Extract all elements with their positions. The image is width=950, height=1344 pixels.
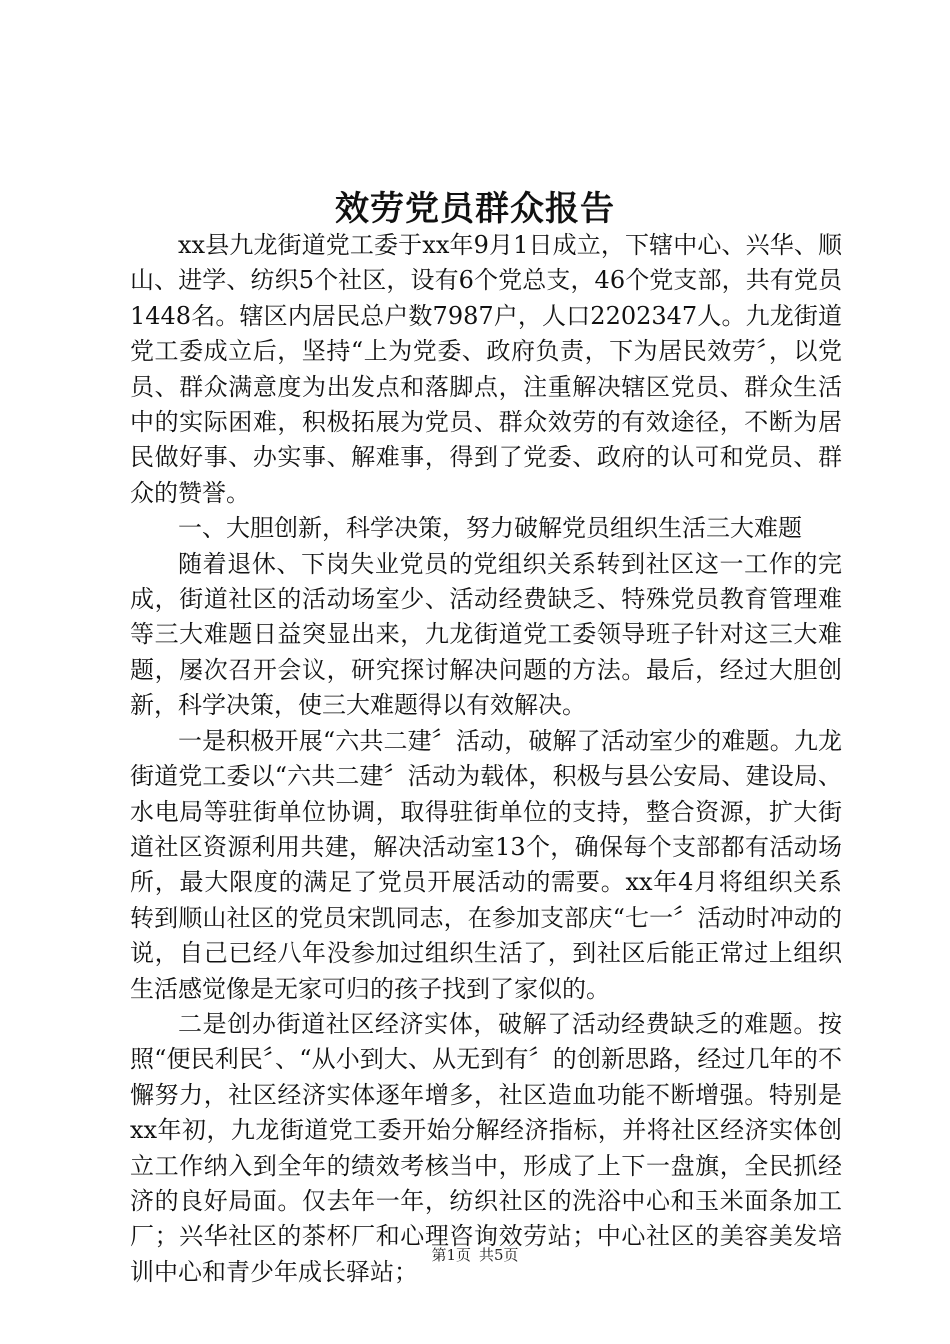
paragraph-intro: xx县九龙街道党工委于xx年9月1日成立，下辖中心、兴华、顺山、进学、纺织5个社区，设有6个党总支，46个党支部，共有党员1448名。辖区内居民总户数7987户，人口2202347人。九龙街道党工委成立后，坚持“上为党委、政府负责，下为居民效劳〞，以党员、群众满意度为出发点和落脚点，注重解决辖区党员、群众生活中的实际困难，积极拓展为党员、群众效劳的有效途径，不断为居民做好事、办实事、解难事，得到了党委、政府的认可和党员、群众的赞誉。 — [130, 231, 842, 507]
document-title: 效劳党员群众报告 — [335, 189, 615, 229]
paragraph-background: 随着退休、下岗失业党员的党组织关系转到社区这一工作的完成，街道社区的活动场室少、活动经费缺乏、特殊党员教育管理难等三大难题日益突显出来，九龙街道党工委领导班子针对这三大难题，屡次召开会议，研究探讨解决问题的方法。最后，经过大胆创新，科学决策，使三大难题得以有效解决。 — [130, 549, 842, 720]
section-heading-1: 一、大胆创新，科学决策，努力破解党员组织生活三大难题 — [178, 514, 802, 543]
page-total: 共5页 — [479, 1246, 519, 1264]
paragraph-point-1: 一是积极开展“六共二建〞活动，破解了活动室少的难题。九龙街道党工委以“六共二建〞活动为载体，积极与县公安局、建设局、水电局等驻街单位协调，取得驻街单位的支持，整合资源，扩大街道社区资源利用共建，解决活动室13个，确保每个支部都有活动场所，最大限度的满足了党员开展活动的需要。xx年4月将组织关系转到顺山社区的党员宋凯同志，在参加支部庆“七一〞活动时冲动的说，自己已经八年没参加过组织生活了，到社区后能正常过上组织生活感觉像是无家可归的孩子找到了家似的。 — [130, 726, 842, 1003]
page-number: 第1页 — [431, 1246, 471, 1264]
document-body — [130, 228, 842, 1290]
paragraph-point-2: 二是创办街道社区经济实体，破解了活动经费缺乏的难题。按照“便民利民〞、“从小到大、从无到有〞的创新思路，经过几年的不懈努力，社区经济实体逐年增多，社区造血功能不断增强。特别是xx年初，九龙街道党工委开始分解经济指标，并将社区经济实体创立工作纳入到全年的绩效考核当中，形成了上下一盘旗，全民抓经济的良好局面。仅去年一年，纺织社区的洗浴中心和玉米面条加工厂；兴华社区的茶杯厂和心理咨询效劳站；中心社区的美容美发培训中心和青少年成长驿站； — [130, 1009, 842, 1286]
page-footer — [0, 1245, 950, 1265]
